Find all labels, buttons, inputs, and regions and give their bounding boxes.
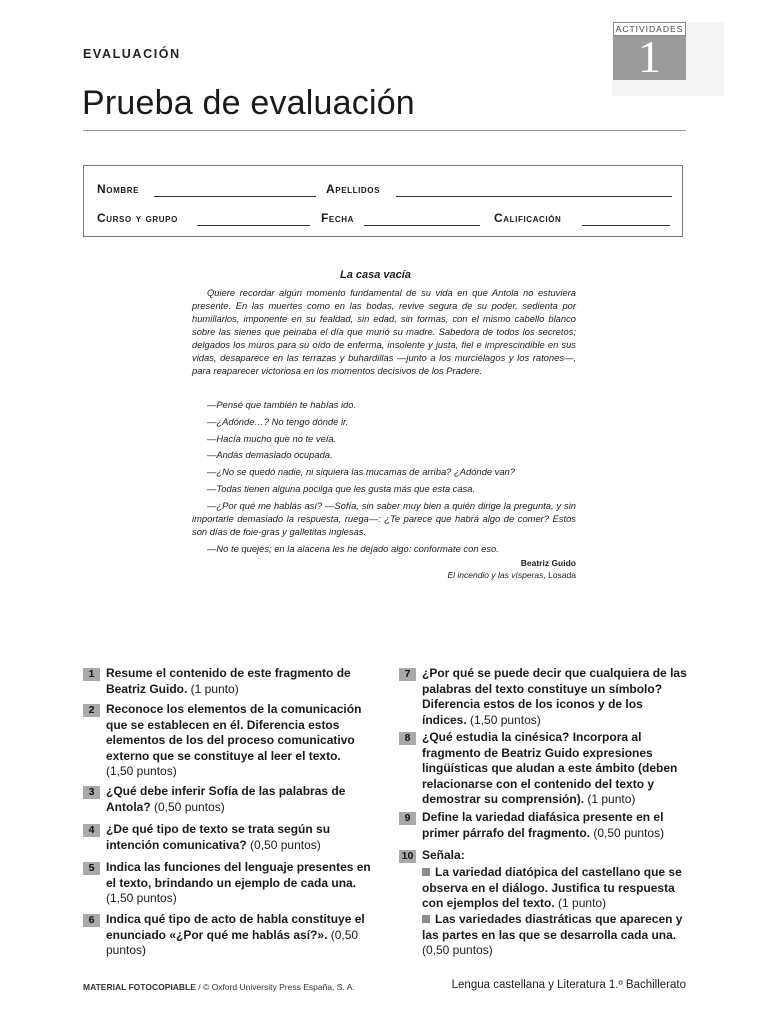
dialogue-line: —¿No se quedó nadie, ni siquiera las mucamas de arriba? ¿Adónde van?: [207, 466, 515, 477]
apellidos-label: Apellidos: [326, 182, 381, 196]
question-number: 1: [83, 668, 100, 681]
fecha-label: Fecha: [321, 211, 354, 225]
question-text: Resume el contenido de este fragmento de Beatriz Guido. (1 punto): [106, 666, 351, 696]
question-text: ¿Qué debe inferir Sofía de las palabras de Antola? (0,50 puntos): [106, 784, 346, 814]
badge-number: 1: [638, 31, 661, 82]
source-publisher: , Losada: [543, 570, 576, 580]
dialogue-line: —Todas tienen alguna pocilga que les gusta más que esta casa.: [207, 483, 476, 494]
curso-field[interactable]: [197, 225, 310, 226]
dialogue-line: —Andás demasiado ocupada.: [207, 449, 333, 460]
nombre-field[interactable]: [154, 196, 316, 197]
activities-badge: [613, 22, 686, 80]
source-credit: [400, 570, 576, 580]
footer-copyright: [83, 982, 355, 992]
footer-publisher: / © Oxford University Press España, S. A.: [195, 982, 355, 992]
sub-item: La variedad diatópica del castellano que se observa en el diálogo. Justifica tu respuesta con ejemplos del texto. (1 punto): [422, 865, 682, 910]
footer-course: Lengua castellana y Literatura 1.º Bachillerato: [451, 979, 686, 991]
question-text: Define la variedad diafásica presente en el primer párrafo del fragmento. (0,50 puntos): [422, 810, 665, 840]
section-label: EVALUACIÓN: [83, 47, 181, 61]
calificacion-field[interactable]: [582, 225, 670, 226]
page-title: Prueba de evaluación: [82, 84, 415, 122]
question-number: 4: [83, 824, 100, 837]
question-number: 9: [399, 812, 416, 825]
reading-paragraph: Quiere recordar algún momento fundamental de su vida en que Antola no estuviera presente. En las muertes como en las bodas, revive segura de su poder, sedienta por humillarlos, imponente en su fealdad, sin edad, sin formas, con el mismo cabello blanco sobre las sienes que peinaba el día que murió su madre. Sabedora de todos los secretos; delgados los muros para su oído de enferma, insolente y justa, fiel e imprescindible en sus vidas, desaparece en las terrazas y buhardillas —junto a los murciélagos y los ratones—, para reaparecer victoriosa en los momentos decisivos de los Pradere.: [192, 287, 576, 376]
question-number: 8: [399, 732, 416, 745]
source-title: El incendio y las vísperas: [447, 570, 544, 580]
question-text: ¿Qué estudia la cinésica? Incorpora al fragmento de Beatriz Guido expresiones lingüísticas que aludan a este ámbito (deben relacionarse con el contenido del texto y demostrar su comprensión). (1 punto): [422, 730, 678, 806]
question-text: ¿De qué tipo de texto se trata según su intención comunicativa? (0,50 puntos): [106, 822, 331, 852]
footer-material-label: MATERIAL FOTOCOPIABLE: [83, 982, 196, 992]
apellidos-field[interactable]: [396, 196, 672, 197]
fecha-field[interactable]: [364, 225, 480, 226]
question-number: 10: [399, 850, 416, 863]
question-number: 5: [83, 862, 100, 875]
question-text: Indica qué tipo de acto de habla constituye el enunciado «¿Por qué me hablás así?». (0,50 puntos): [106, 912, 365, 957]
curso-label: Curso y grupo: [97, 211, 178, 225]
dialogue-paragraph: —¿Por qué me hablás así? —Sofía, sin saber muy bien a quién dirige la pregunta, y sin importarle demasiado la respuesta, ruega—: ¿Te parece que habrá algo de comer? Estos son días de foie-gras y galletitas inglesas.: [192, 500, 576, 537]
question-item: [399, 848, 683, 958]
student-info-box: [83, 165, 683, 237]
dialogue-line: —No te quejés; en la alacena les he dejado algo: conformate con eso.: [207, 543, 499, 554]
sub-item: Las variedades diastráticas que aparecen y las partes en las que se desarrolla cada una. (0,50 puntos): [422, 912, 683, 957]
question-number: 6: [83, 914, 100, 927]
title-divider: [83, 130, 686, 131]
reading-title: La casa vacía: [340, 269, 411, 281]
question-text: Señala:: [422, 848, 465, 862]
question-number: 7: [399, 668, 416, 681]
calificacion-label: Calificación: [494, 211, 562, 225]
dialogue-line: —Hacía mucho que no te veía.: [207, 433, 337, 444]
dialogue-line: —¿Adónde…? No tengo dónde ir.: [207, 416, 349, 427]
square-bullet-icon: [422, 868, 430, 876]
question-text: Indica las funciones del lenguaje presentes en el texto, brindando un ejemplo de cada una. (1,50 puntos): [106, 860, 371, 905]
author-credit: Beatriz Guido: [520, 558, 576, 568]
question-text: Reconoce los elementos de la comunicación que se establecen en él. Diferencia estos elementos de los del proceso comunicativo externo que se constituye al leer el texto. (1,50 puntos): [106, 702, 362, 778]
question-number: 2: [83, 704, 100, 717]
nombre-label: Nombre: [97, 182, 140, 196]
question-number: 3: [83, 786, 100, 799]
badge-label: ACTIVIDADES: [613, 22, 686, 36]
dialogue-line: —Pensé que también te habías ido.: [207, 399, 357, 410]
square-bullet-icon: [422, 915, 430, 923]
question-text: ¿Por qué se puede decir que cualquiera de las palabras del texto constituye un símbolo? Diferencia estos de los iconos y de los índices. (1,50 puntos): [422, 666, 687, 727]
